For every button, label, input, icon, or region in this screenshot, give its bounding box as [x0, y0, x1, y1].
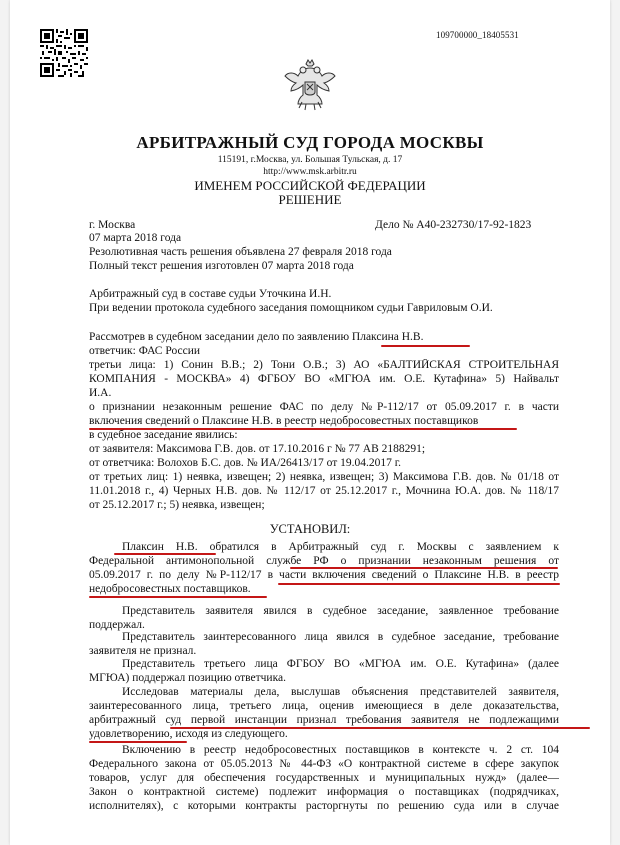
- para3-line-2: заявителя не признал.: [89, 645, 197, 657]
- from-defendant: от ответчика: Волохов Б.С. дов. № ИА/26413/17 от 19.04.2017 г.: [89, 457, 402, 469]
- court-name: АРБИТРАЖНЫЙ СУД ГОРОДА МОСКВЫ: [136, 133, 484, 152]
- case-number: Дело № А40-232730/17-92-1823: [375, 219, 532, 231]
- para5-line-2: заинтересованного лица, третьего лица, оценив имеющиеся в деле доказательства,: [89, 700, 559, 712]
- para6-line-3: товаров, услуг для обеспечения государственных и муниципальных нужд» (далее—: [89, 772, 559, 784]
- decision-date: 07 марта 2018 года: [89, 232, 182, 244]
- para2-line-1: Представитель заявителя явился в судебное заседание, заявленное требование: [122, 605, 559, 617]
- appeared-heading: в судебное заседание явились:: [89, 429, 238, 441]
- para1-line-1: Плаксин Н.В. обратился в Арбитражный суд г. Москвы с заявлением к: [122, 541, 559, 553]
- subject-line-2: включения сведений о Плаксине Н.В. в реестр недобросовестных поставщиков: [89, 415, 479, 427]
- third-parties-line-2: КОМПАНИЯ - МОСКВА» 4) ФГБОУ ВО «МГЮА им. О.Е. Кутафина» 5) Найвальт: [89, 373, 559, 385]
- protocol-keeper: При ведении протокола судебного заседания помощником судьи Гавриловым О.И.: [89, 302, 493, 314]
- resolutive-part-date: Резолютивная часть решения объявлена 27 февраля 2018 года: [89, 246, 392, 258]
- from-third-parties-1: от третьих лиц: 1) неявка, извещен; 2) неявка, извещен; 3) Максимова Г.В. дов. № 01/18 от: [89, 471, 559, 483]
- established-heading: УСТАНОВИЛ:: [269, 522, 351, 536]
- para4-line-1: Представитель третьего лица ФГБОУ ВО «МГЮА им. О.Е. Кутафина» (далее: [122, 658, 559, 670]
- para1-line-4: недобросовестных поставщиков.: [89, 583, 251, 595]
- para6-line-4: Закон о контрактной системе) подлежит информация о поставщиках (подрядчиках,: [89, 786, 559, 798]
- from-applicant: от заявителя: Максимова Г.В. дов. от 17.10.2016 г № 77 АВ 2188291;: [89, 443, 426, 455]
- underline-satisfaction: [89, 741, 187, 743]
- court-website: http://www.msk.arbitr.ru: [263, 167, 357, 177]
- third-parties-line-3: И.А.: [89, 387, 112, 399]
- third-parties-line-1: третьи лица: 1) Сонин В.В.; 2) Тони О.В.; 3) АО «БАЛТИЙСКАЯ СТРОИТЕЛЬНАЯ: [89, 359, 559, 371]
- para6-line-1: Включению в реестр недобросовестных поставщиков в контексте ч. 2 ст. 104: [122, 744, 559, 756]
- in-the-name-heading: ИМЕНЕМ РОССИЙСКОЙ ФЕДЕРАЦИИ: [194, 178, 426, 193]
- underline-inclusion: [278, 583, 560, 585]
- document-page: [10, 0, 610, 845]
- para5-line-1: Исследовав материалы дела, выслушав объяснения представителей заявителя,: [122, 686, 559, 698]
- double-headed-eagle-emblem-icon: [284, 56, 336, 114]
- document-type: РЕШЕНИЕ: [278, 192, 342, 207]
- considered-line: Рассмотрев в судебном заседании дело по заявлению Плаксина Н.В.: [89, 331, 424, 343]
- para2-line-2: поддержал.: [89, 619, 145, 631]
- para1-line-3: 05.09.2017 г. по делу №Р-112/17 в части включения сведений о Плаксине Н.В. в реестр: [89, 569, 559, 581]
- para4-line-2: МГЮА) поддержал позицию ответчика.: [89, 672, 286, 684]
- from-third-parties-2: 11.01.2018 г., 4) Черных Н.В. дов. № 112/17 от 25.12.2017 г., Мочнина Ю.А. дов. № 118/17: [89, 485, 559, 497]
- para6-line-5: исполнителях), с которыми контракты расторгнуты по решению суда или в случае: [89, 800, 559, 812]
- para5-line-4: удовлетворению, исходя из следующего.: [89, 728, 288, 740]
- document-id: 109700000_18405531: [436, 30, 519, 40]
- full-text-date: Полный текст решения изготовлен 07 марта 2018 года: [89, 260, 354, 272]
- from-third-parties-3: от 25.12.2017 г.; 5) неявка, извещен;: [89, 499, 265, 511]
- defendant-line: ответчик: ФАС России: [89, 345, 201, 357]
- para1-line-2: Федеральной антимонопольной службе РФ о признании незаконным решения от: [89, 555, 559, 567]
- para6-line-2: Федерального закона от 05.05.2013 № 44-ФЗ «О контрактной системе в сфере закупок: [89, 758, 559, 770]
- underline-applicant: [381, 345, 470, 347]
- city: г. Москва: [89, 219, 136, 231]
- para3-line-1: Представитель заинтересованного лица явился в судебное заседание, требование: [122, 631, 559, 643]
- para5-line-3: арбитражный суд первой инстанции признал требования заявителя не подлежащими: [89, 714, 559, 726]
- subject-line-1: о признании незаконным решение ФАС по делу №Р-112/17 от 05.09.2017 г. в части: [89, 401, 559, 413]
- qr-code: [40, 29, 88, 77]
- court-composition: Арбитражный суд в составе судьи Уточкина И.Н.: [89, 288, 332, 300]
- underline-unfair-suppliers: [89, 596, 267, 598]
- court-address: 115191, г.Москва, ул. Большая Тульская, д. 17: [217, 155, 403, 165]
